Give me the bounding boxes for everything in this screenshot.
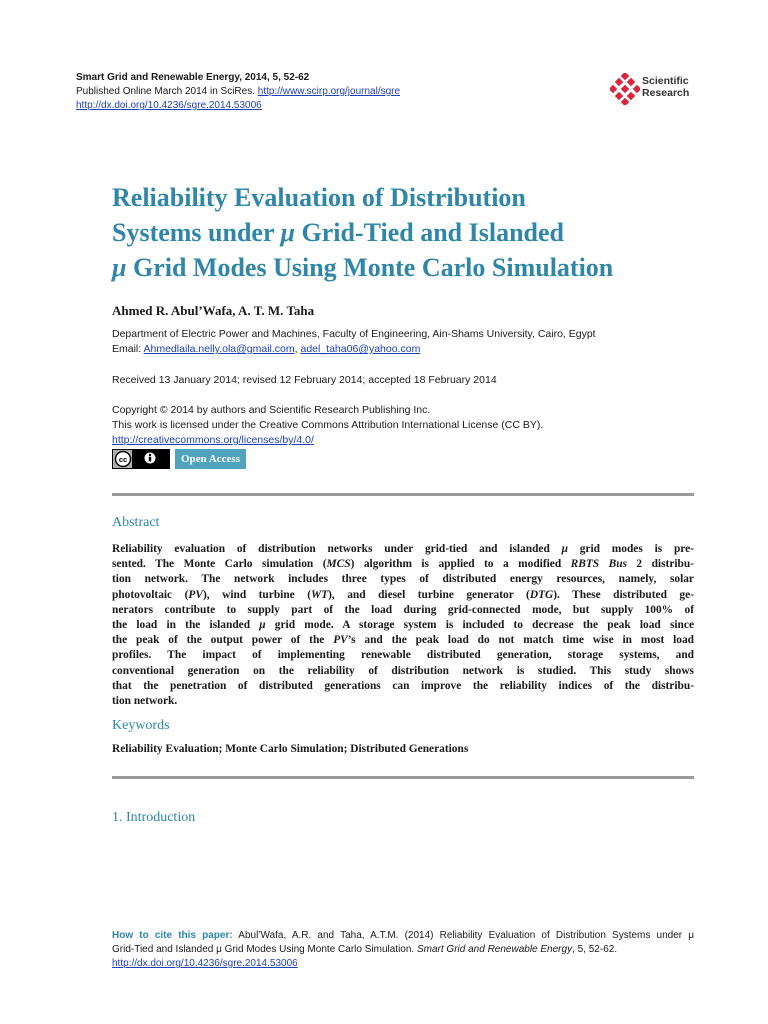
email-line [112, 342, 420, 357]
license-link[interactable]: http://creativecommons.org/licenses/by/4.0/ [112, 434, 314, 446]
affiliation: Department of Electric Power and Machines, Faculty of Engineering, Ain-Shams University, Cairo, Egypt [112, 328, 596, 340]
cite-line-1 [112, 929, 694, 943]
creative-commons-icon [113, 450, 169, 468]
how-to-cite [112, 929, 694, 971]
abstract-line: sented. The Monte Carlo simulation (MCS) algorithm is applied to a modified RBTS Bus 2 distribu- [112, 558, 694, 571]
abstract-line: tion network. [112, 694, 178, 707]
introduction-heading: 1. Introduction [112, 810, 196, 825]
open-access-badge[interactable]: Open Access [175, 449, 246, 469]
authors: Ahmed R. Abul’Wafa, A. T. M. Taha [112, 303, 315, 318]
email-separator: , [294, 343, 301, 355]
abstract-body [112, 542, 694, 709]
abstract-line: profiles. The impact of implementing renewable distributed generation, storage systems, and [112, 649, 694, 662]
divider-top [112, 493, 694, 496]
divider-bottom [112, 776, 694, 779]
abstract-line: nerators contribute to supply part of the load during grid-connected mode, but supply 100% of [112, 603, 694, 616]
license-line: This work is licensed under the Creative Commons Attribution International License (CC BY). [112, 419, 544, 431]
svg-text:cc: cc [118, 455, 128, 464]
doi-line [76, 99, 262, 112]
license-url-line [112, 433, 314, 448]
keywords-text: Reliability Evaluation; Monte Carlo Simulation; Distributed Generations [112, 743, 469, 755]
cite-text-2b: , 5, 52-62. [572, 944, 618, 955]
logo-mark-icon [610, 73, 640, 105]
published-prefix: Published Online March 2014 in SciRes. [76, 86, 258, 97]
journal-citation-line: Smart Grid and Renewable Energy, 2014, 5, 52-62 [76, 72, 310, 83]
title-line-2: Systems under μ Grid-Tied and Islanded [112, 218, 565, 247]
email-label: Email: [112, 343, 144, 355]
title-line-1: Reliability Evaluation of Distribution [112, 183, 526, 212]
scientific-research-logo [610, 73, 710, 107]
cite-doi-link[interactable]: http://dx.doi.org/10.4236/sgre.2014.53006 [112, 958, 298, 969]
cite-line-3 [112, 957, 694, 971]
copyright-line: Copyright © 2014 by authors and Scientific Research Publishing Inc. [112, 404, 431, 416]
abstract-line: that the penetration of distributed generations can improve the reliability indices of the distribu- [112, 679, 694, 692]
abstract-line: the load in the islanded μ grid mode. A storage system is included to decrease the peak load since [112, 618, 694, 631]
abstract-line: photovoltaic (PV), wind turbine (WT), and diesel turbine generator (DTG). These distributed ge- [112, 588, 694, 601]
cite-label: How to cite this paper: [112, 930, 233, 941]
abstract-heading: Abstract [112, 515, 160, 530]
paper-title [112, 180, 712, 285]
title-line-3: μ Grid Modes Using Monte Carlo Simulation [112, 253, 614, 282]
logo-text-line2: Research [642, 87, 690, 99]
doi-link[interactable]: http://dx.doi.org/10.4236/sgre.2014.53006 [76, 100, 262, 111]
abstract-line: the peak of the output power of the PV’s and the peak load do not match time wise in most load [112, 634, 694, 647]
abstract-line: conventional generation on the reliability of distribution network is studied. This study shows [112, 664, 694, 677]
received-dates: Received 13 January 2014; revised 12 February 2014; accepted 18 February 2014 [112, 374, 497, 386]
keywords-heading: Keywords [112, 718, 170, 733]
abstract-line: Reliability evaluation of distribution networks under grid-tied and islanded μ grid modes is pre- [112, 543, 694, 555]
cc-by-badge[interactable] [112, 449, 170, 469]
cite-text-2a: Grid-Tied and Islanded μ Grid Modes Using Monte Carlo Simulation. [112, 944, 417, 955]
cite-journal: Smart Grid and Renewable Energy [416, 944, 573, 955]
cite-line-2 [112, 943, 694, 957]
logo-text-line1: Scientific [642, 75, 689, 87]
published-line [76, 85, 400, 98]
abstract-line: tion network. The network includes three types of distributed energy resources, namely, solar [112, 573, 694, 586]
journal-url-link[interactable]: http://www.scirp.org/journal/sgre [257, 86, 401, 97]
email-link-2[interactable]: adel_taha06@yahoo.com [300, 343, 421, 355]
email-link-1[interactable]: Ahmedlaila.nelly.ola@gmail.com [143, 343, 295, 355]
cite-text-1: Abul’Wafa, A.R. and Taha, A.T.M. (2014) Reliability Evaluation of Distribution Systems under μ [232, 930, 695, 941]
